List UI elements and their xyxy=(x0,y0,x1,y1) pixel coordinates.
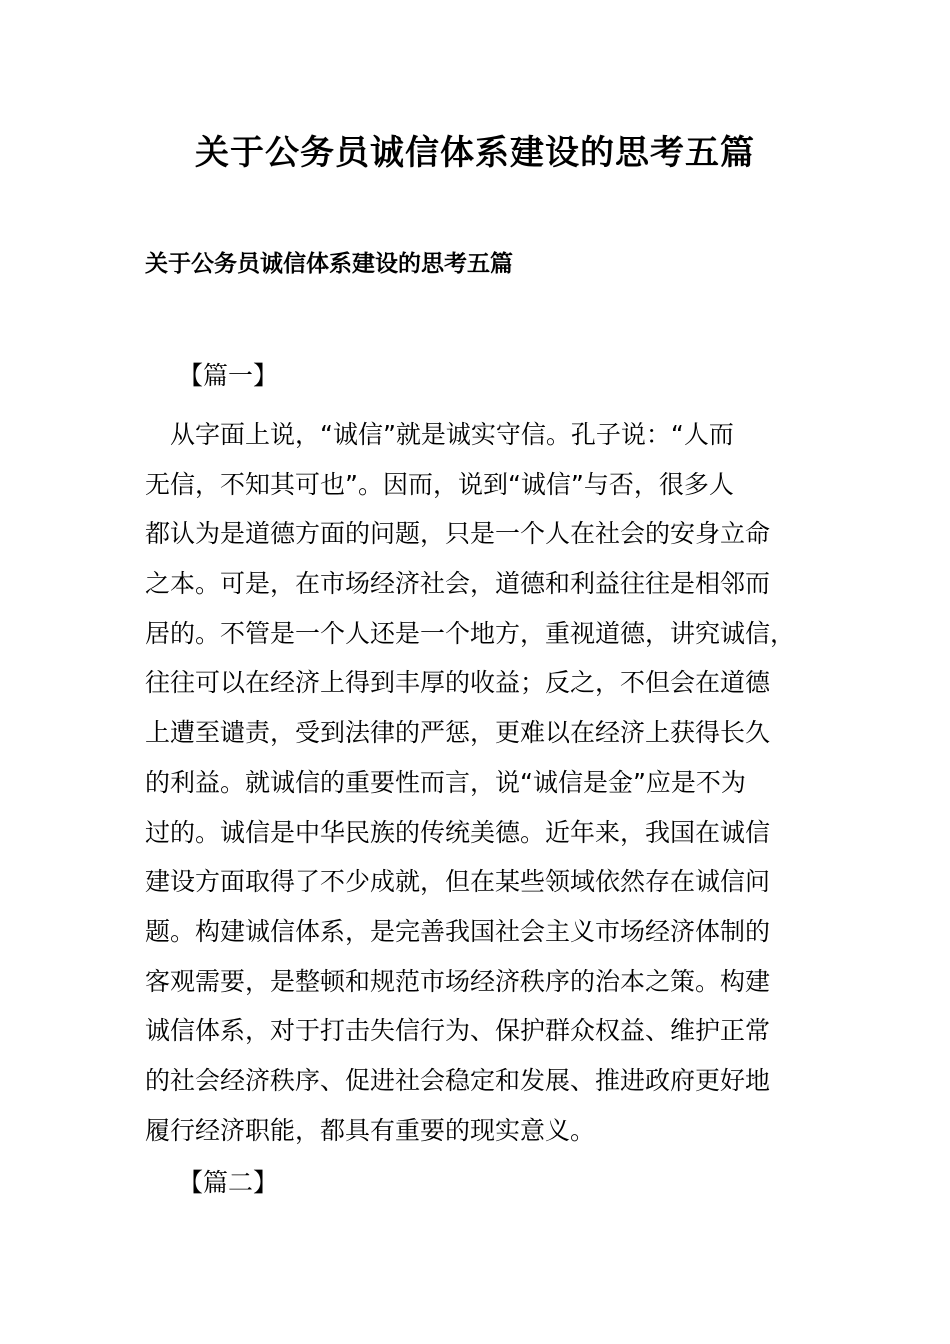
body-line: 的社会经济秩序、促进社会稳定和发展、推进政府更好地 xyxy=(145,1065,771,1095)
body-line: 诚信体系，对于打击失信行为、保护群众权益、维护正常 xyxy=(145,1016,771,1046)
body-line: 的利益。就诚信的重要性而言，说“诚信是金”应是不为 xyxy=(145,767,746,797)
section-label-2: 【篇二】 xyxy=(178,1168,279,1197)
body-line: 之本。可是，在市场经济社会，道德和利益往往是相邻而 xyxy=(145,569,771,599)
section-label-1: 【篇一】 xyxy=(178,361,279,390)
body-line: 无信，不知其可也”。因而，说到“诚信”与否，很多人 xyxy=(145,469,734,499)
body-line: 居的。不管是一个人还是一个地方，重视道德，讲究诚信， xyxy=(145,618,796,648)
body-line: 从字面上说，“诚信”就是诚实守信。孔子说：“人而 xyxy=(145,420,734,449)
body-line: 题。构建诚信体系，是完善我国社会主义市场经济体制的 xyxy=(145,916,771,946)
body-line: 往往可以在经济上得到丰厚的收益；反之，不但会在道德 xyxy=(145,668,771,698)
body-line: 履行经济职能，都具有重要的现实意义。 xyxy=(145,1115,596,1145)
document-subtitle: 关于公务员诚信体系建设的思考五篇 xyxy=(145,251,513,277)
body-line: 建设方面取得了不少成就，但在某些领域依然存在诚信问 xyxy=(145,867,771,897)
section-1-body xyxy=(145,410,805,1155)
body-line: 都认为是道德方面的问题，只是一个人在社会的安身立命 xyxy=(145,519,771,549)
body-line: 过的。诚信是中华民族的传统美德。近年来，我国在诚信 xyxy=(145,817,771,847)
body-line: 上遭至谴责，受到法律的严惩，更难以在经济上获得长久 xyxy=(145,718,771,748)
document-title: 关于公务员诚信体系建设的思考五篇 xyxy=(195,133,755,173)
body-line: 客观需要，是整顿和规范市场经济秩序的治本之策。构建 xyxy=(145,966,771,996)
